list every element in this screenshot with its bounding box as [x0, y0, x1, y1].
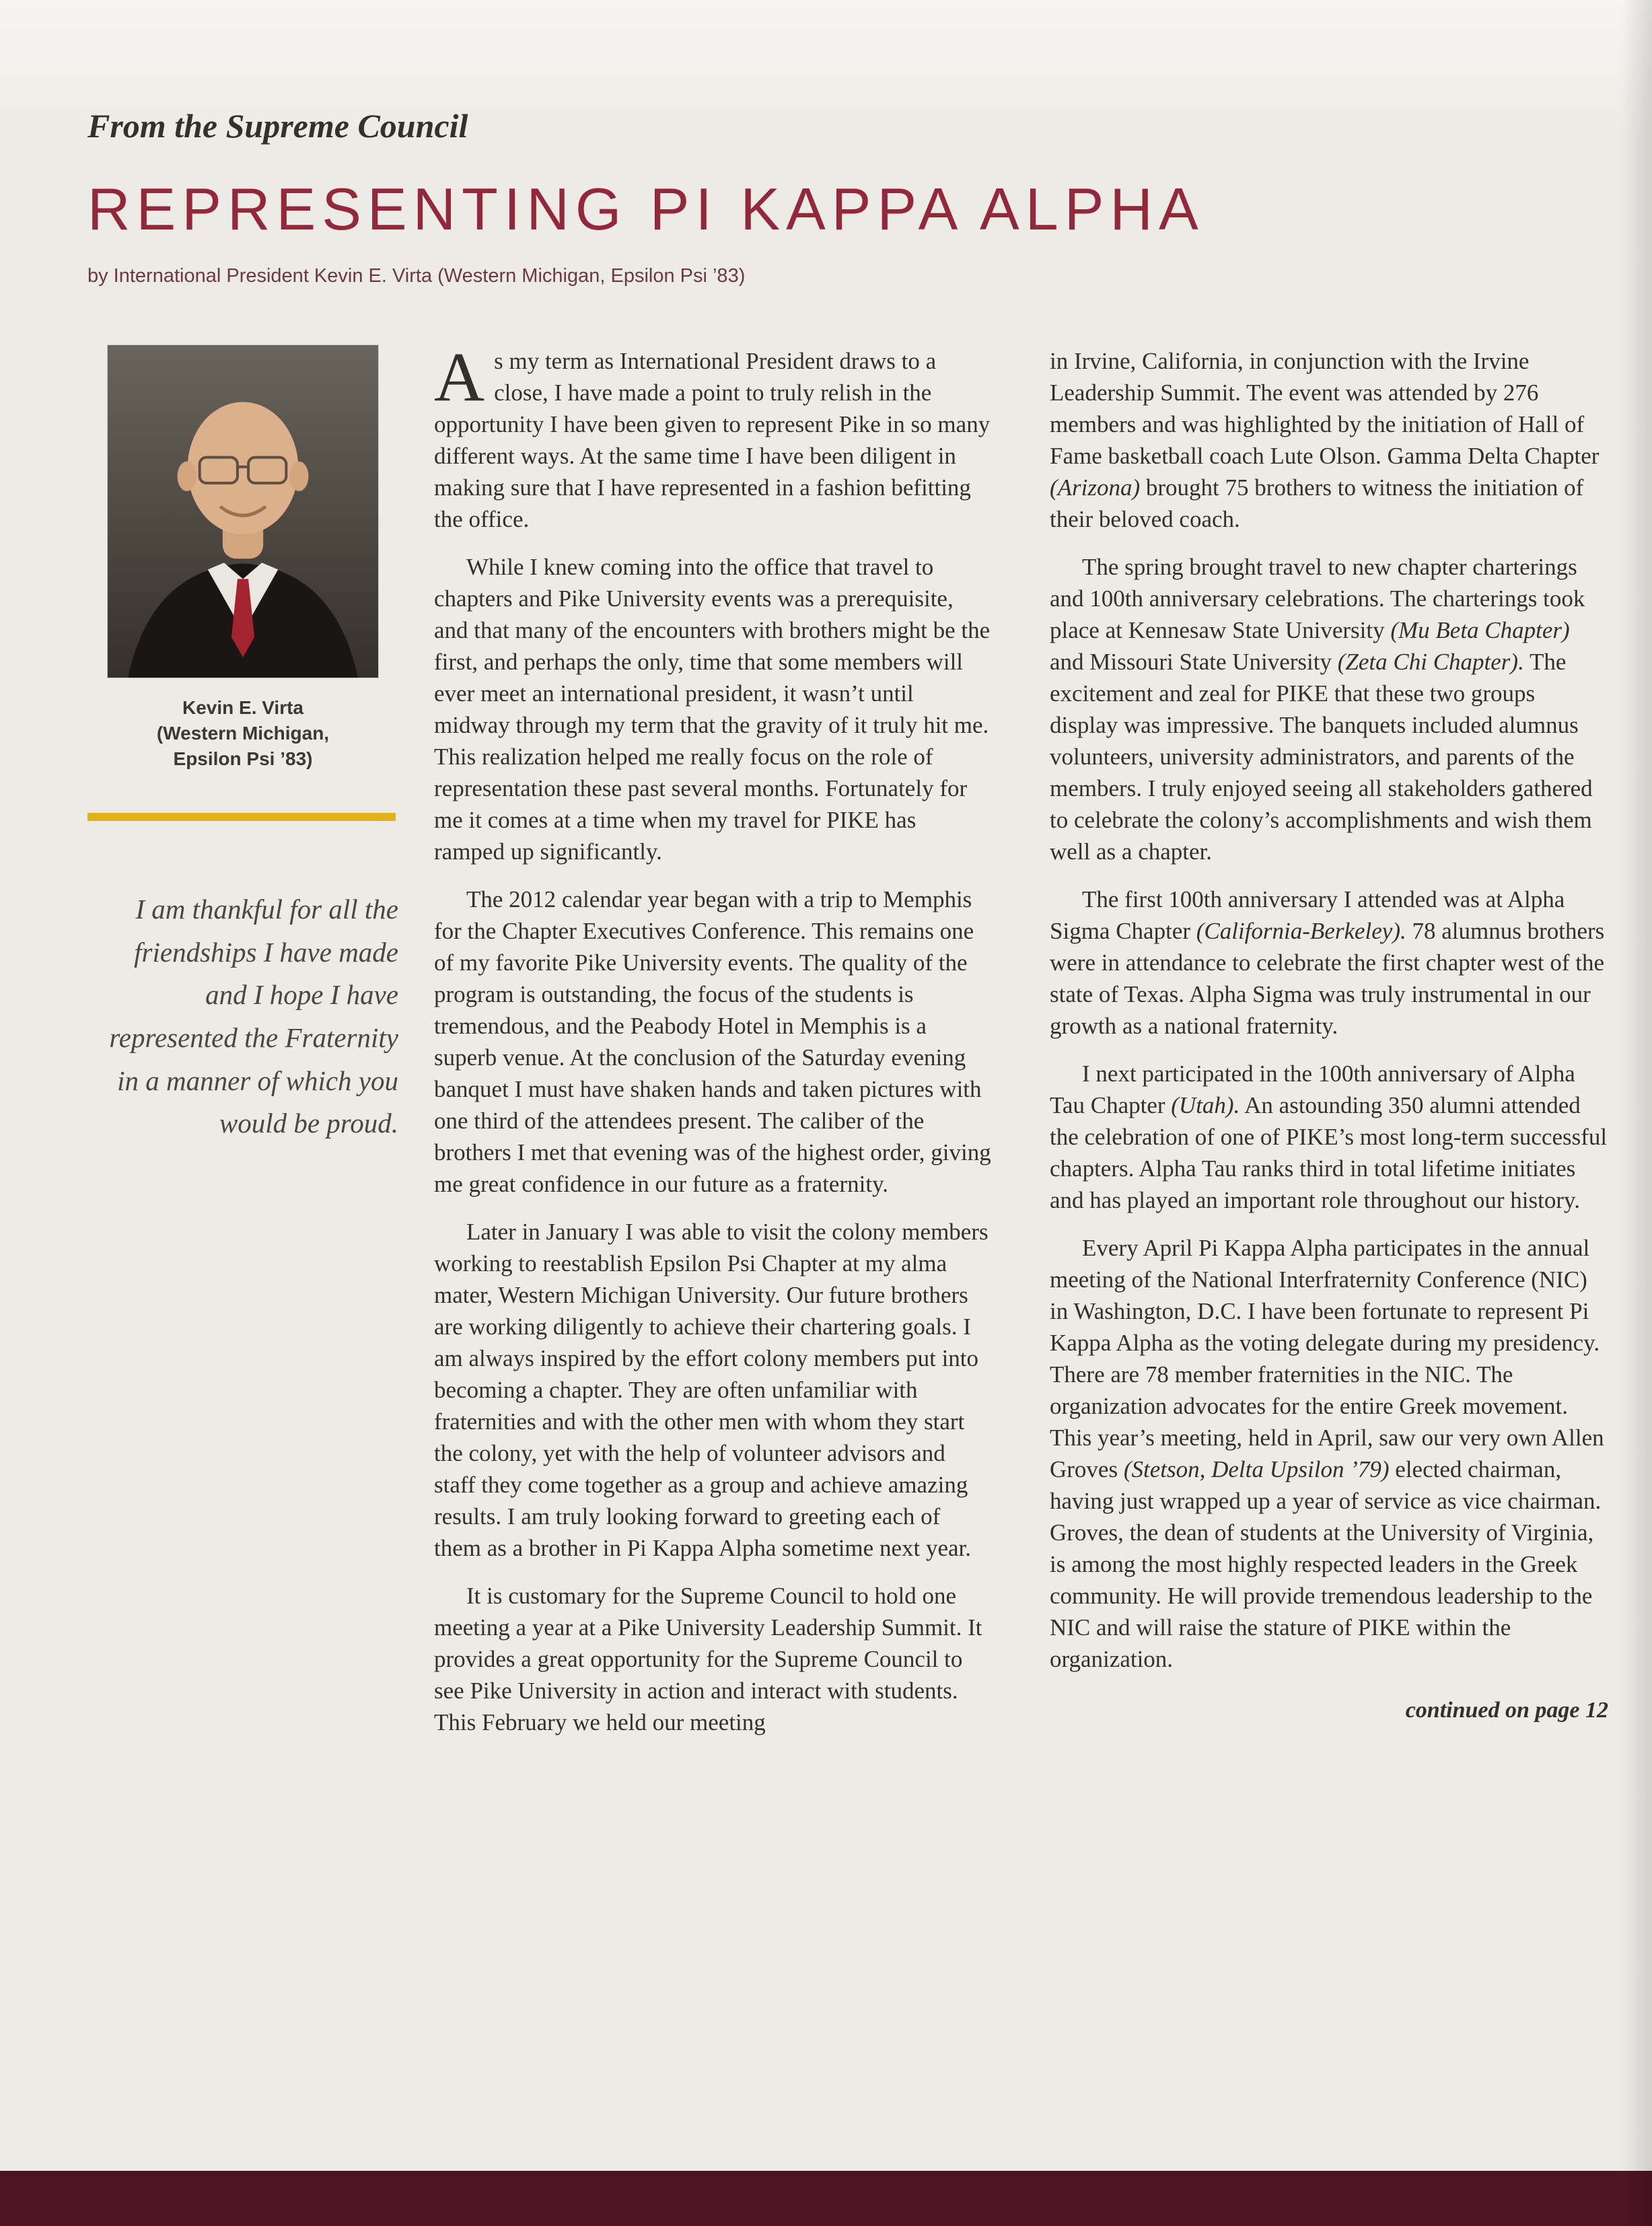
- footer-maroon-band: [0, 2171, 1652, 2226]
- italic-text-run: (Arizona): [1050, 474, 1141, 501]
- italic-text-run: (Utah).: [1171, 1092, 1240, 1118]
- text-run: in Irvine, California, in conjunction with the Irvine Leadership Summit. The event was attended by 276 members and was highlighted by the initiation of Hall of Fame basketball coach Lute Olson. Gamma Delta Chapter: [1050, 348, 1600, 469]
- text-run: s my term as International President draws to a close, I have made a point to truly relish in the opportunity I have been given to represent Pike in so many different ways. At the same time I have been diligent in making sure that I have represented in a fashion befitting the office.: [434, 348, 991, 532]
- portrait-illustration: [108, 345, 378, 678]
- photo-caption-line: Kevin E. Virta: [182, 697, 303, 718]
- photo-caption-line: Epsilon Psi ’83): [173, 748, 313, 769]
- article-paragraph: [1050, 1058, 1608, 1216]
- left-sidebar: [87, 345, 400, 1145]
- text-run: I next participated in the 100th anniversary of Alpha Tau Chapter: [1050, 1061, 1575, 1118]
- italic-text-run: (California-Berkeley).: [1196, 918, 1406, 944]
- president-portrait-photo: [108, 345, 378, 678]
- article-body: [0, 338, 1652, 1754]
- gold-divider-rule: [87, 813, 396, 821]
- article-column-2: [1050, 345, 1608, 1675]
- article-paragraph: [1050, 551, 1608, 867]
- italic-text-run: (Zeta Chi Chapter).: [1337, 649, 1524, 675]
- text-run: and Missouri State University: [1050, 649, 1338, 675]
- article-header: [0, 0, 1652, 287]
- text-run: While I knew coming into the office that travel to chapters and Pike University events was a prerequisite, and that many of the encounters with brothers might be the first, and perhaps the only, time that some members will ever meet an international president, it wasn’t until midway through my term that the gravity of it truly hit me. This realization helped me really focus on the role of representation these past several months. Fortunately for me it comes at a time when my travel for PIKE has ramped up significantly.: [434, 554, 991, 865]
- drop-cap: A: [434, 338, 485, 416]
- text-run: The first 100th anniversary I attended was at Alpha Sigma Chapter: [1050, 886, 1565, 944]
- article-paragraph: [434, 551, 993, 867]
- article-paragraph: [434, 1580, 993, 1738]
- article-paragraph: [1050, 1232, 1608, 1675]
- article-paragraph: [434, 884, 993, 1200]
- article-title: REPRESENTING PI KAPPA ALPHA: [87, 176, 1205, 242]
- article-byline: by International President Kevin E. Virta (Western Michigan, Epsilon Psi ’83): [87, 265, 746, 287]
- italic-text-run: (Stetson, Delta Upsilon ’79): [1123, 1456, 1390, 1482]
- text-run: brought 75 brothers to witness the initiation of their beloved coach.: [1050, 474, 1584, 532]
- text-run: The spring brought travel to new chapter charterings and 100th anniversary celebrations. The charterings took place at Kennesaw State University: [1050, 554, 1585, 643]
- article-column-1: [434, 338, 993, 1754]
- article-column-2-wrap: [1050, 345, 1608, 1723]
- pull-quote: I am thankful for all the friendships I have made and I hope I have represented the Fraternity in a manner of which you would be proud.: [109, 894, 398, 1139]
- text-run: An astounding 350 alumni attended the celebration of one of PIKE’s most long-term successful chapters. Alpha Tau ranks third in total lifetime initiates and has played an important role throughout our history.: [1050, 1092, 1608, 1213]
- text-run: 78 alumnus brothers were in attendance to celebrate the first chapter west of the state of Texas. Alpha Sigma was truly instrumental in our growth as a national fraternity.: [1050, 918, 1605, 1039]
- text-run: It is customary for the Supreme Council to hold one meeting a year at a Pike University Leadership Summit. It provides a great opportunity for the Supreme Council to see Pike University in action and interact with students. This February we held our meeting: [434, 1583, 982, 1735]
- article-paragraph: [1050, 345, 1608, 535]
- photo-caption: [108, 695, 378, 771]
- continued-notice: continued on page 12: [1405, 1698, 1608, 1723]
- text-run: Every April Pi Kappa Alpha participates in the annual meeting of the National Interfraternity Conference (NIC) in Washington, D.C. I have been fortunate to represent Pi Kappa Alpha as the voting delegate during my presidency. There are 78 member fraternities in the NIC. The organization advocates for the entire Greek movement. This year’s meeting, held in April, saw our very own Allen Groves: [1050, 1235, 1604, 1482]
- text-run: Later in January I was able to visit the colony members working to reestablish Epsilon Psi Chapter at my alma mater, Western Michigan University. Our future brothers are working diligently to achieve their chartering goals. I am always inspired by the effort colony members put into becoming a chapter. They are often unfamiliar with fraternities and with the other men with whom they start the colony, yet with the help of volunteer advisors and staff they come together as a group and achieve amazing results. I am truly looking forward to greeting each of them as a brother in Pi Kappa Alpha sometime next year.: [434, 1219, 989, 1561]
- article-paragraph: [1050, 884, 1608, 1042]
- text-run: The excitement and zeal for PIKE that these two groups display was impressive. The banquets included alumnus volunteers, university administrators, and parents of the members. I truly enjoyed seeing all stakeholders gathered to celebrate the colony’s accomplishments and wish them well as a chapter.: [1050, 649, 1593, 865]
- photo-caption-line: (Western Michigan,: [156, 722, 330, 744]
- section-kicker: From the Supreme Council: [87, 107, 468, 145]
- article-paragraph: [434, 1216, 993, 1564]
- italic-text-run: (Mu Beta Chapter): [1390, 617, 1570, 643]
- text-run: elected chairman, having just wrapped up a year of service as vice chairman. Groves, the dean of students at the University of Virginia, is among the most highly respected leaders in the Greek community. He will provide tremendous leadership to the NIC and will raise the stature of PIKE within the organization.: [1050, 1456, 1602, 1672]
- text-run: The 2012 calendar year began with a trip to Memphis for the Chapter Executives Conference. This remains one of my favorite Pike University events. The quality of the program is outstanding, the focus of the students is tremendous, and the Peabody Hotel in Memphis is a superb venue. At the conclusion of the Saturday evening banquet I must have shaken hands and taken pictures with one third of the attendees present. The caliber of the brothers I met that evening was of the highest order, giving me great confidence in our future as a fraternity.: [434, 886, 991, 1197]
- article-paragraph: [434, 338, 993, 535]
